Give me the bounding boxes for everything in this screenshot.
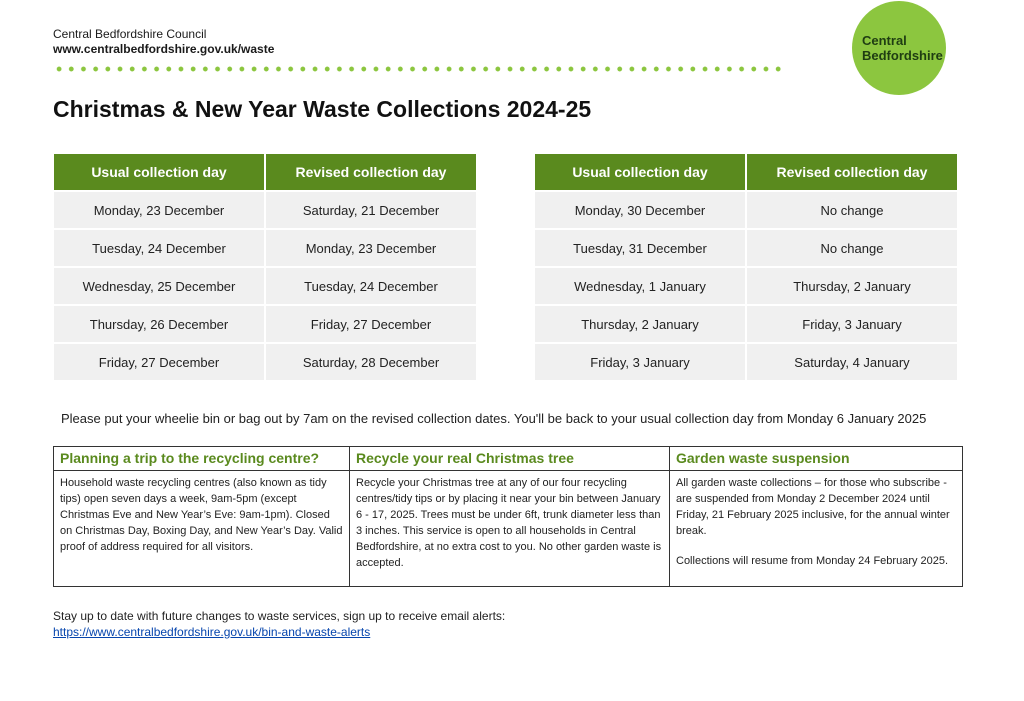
usual-day-cell: Monday, 30 December xyxy=(535,192,745,228)
logo-line-1: Central xyxy=(862,33,907,48)
revised-day-cell: Saturday, 21 December xyxy=(266,192,476,228)
schedule-table-new-year xyxy=(533,152,959,382)
revised-day-cell: Friday, 3 January xyxy=(747,306,957,342)
collection-notice: Please put your wheelie bin or bag out by 7am on the revised collection dates. You'll be back to your usual collection day from Monday 6 January 2025 xyxy=(61,411,927,426)
info-panel xyxy=(53,446,963,587)
revised-day-cell: Friday, 27 December xyxy=(266,306,476,342)
org-name: Central Bedfordshire Council xyxy=(53,27,207,41)
council-logo xyxy=(852,1,946,95)
table-row xyxy=(54,268,476,304)
col-header-usual: Usual collection day xyxy=(535,154,745,190)
usual-day-cell: Friday, 3 January xyxy=(535,344,745,380)
org-header xyxy=(53,27,274,57)
revised-day-cell: No change xyxy=(747,230,957,266)
usual-day-cell: Friday, 27 December xyxy=(54,344,264,380)
usual-day-cell: Tuesday, 31 December xyxy=(535,230,745,266)
info-paragraph: All garden waste collections – for those who subscribe - are suspended from Monday 2 December 2024 until Friday, 21 February 2025 inclusive, for the annual winter break. xyxy=(676,477,950,537)
info-heading: Garden waste suspension xyxy=(670,447,962,471)
info-recycling-centre xyxy=(54,447,350,586)
info-paragraph: Recycle your Christmas tree at any of our four recycling centres/tidy tips or by placing it near your bin between January 6 - 17, 2025. Trees must be under 6ft, trunk diameter less than 3 inches. This service is open to all households in Central Bedfordshire, at no extra cost to you. No other garden waste is accepted. xyxy=(356,477,662,569)
table-row xyxy=(535,230,957,266)
col-header-usual: Usual collection day xyxy=(54,154,264,190)
col-header-revised: Revised collection day xyxy=(266,154,476,190)
table-row xyxy=(535,344,957,380)
table-row xyxy=(535,192,957,228)
table-row xyxy=(535,268,957,304)
info-body xyxy=(670,471,962,587)
table-row xyxy=(54,230,476,266)
info-paragraph: Collections will resume from Monday 24 February 2025. xyxy=(676,555,949,567)
col-header-revised: Revised collection day xyxy=(747,154,957,190)
table-row xyxy=(54,344,476,380)
revised-day-cell: Tuesday, 24 December xyxy=(266,268,476,304)
info-garden-waste xyxy=(670,447,962,586)
footer-text: Stay up to date with future changes to waste services, sign up to receive email alerts: xyxy=(53,609,506,623)
revised-day-cell: Monday, 23 December xyxy=(266,230,476,266)
dotted-divider xyxy=(53,66,783,72)
table-row xyxy=(54,306,476,342)
revised-day-cell: Saturday, 28 December xyxy=(266,344,476,380)
info-body xyxy=(54,471,349,573)
usual-day-cell: Tuesday, 24 December xyxy=(54,230,264,266)
info-body xyxy=(350,471,669,589)
info-heading: Planning a trip to the recycling centre? xyxy=(54,447,349,471)
usual-day-cell: Wednesday, 25 December xyxy=(54,268,264,304)
info-christmas-tree xyxy=(350,447,670,586)
usual-day-cell: Monday, 23 December xyxy=(54,192,264,228)
page-title: Christmas & New Year Waste Collections 2024-25 xyxy=(53,96,592,122)
usual-day-cell: Wednesday, 1 January xyxy=(535,268,745,304)
org-url: www.centralbedfordshire.gov.uk/waste xyxy=(53,42,275,56)
revised-day-cell: No change xyxy=(747,192,957,228)
table-header-row xyxy=(54,154,476,190)
email-alerts-link[interactable]: https://www.centralbedfordshire.gov.uk/bin-and-waste-alerts xyxy=(53,625,371,639)
info-paragraph: Household waste recycling centres (also known as tidy tips) open seven days a week, 9am-5pm (except Christmas Eve and New Year’s Eve: 9am-1pm). Closed on Christmas Day, Boxing Day, and New Year’s Day. Valid proof of address required for all visitors. xyxy=(60,477,343,553)
footer xyxy=(53,608,505,640)
schedule-table-christmas xyxy=(52,152,478,382)
info-heading: Recycle your real Christmas tree xyxy=(350,447,669,471)
revised-day-cell: Saturday, 4 January xyxy=(747,344,957,380)
table-row xyxy=(535,306,957,342)
usual-day-cell: Thursday, 2 January xyxy=(535,306,745,342)
table-header-row xyxy=(535,154,957,190)
table-row xyxy=(54,192,476,228)
revised-day-cell: Thursday, 2 January xyxy=(747,268,957,304)
logo-line-2: Bedfordshire xyxy=(862,48,943,63)
usual-day-cell: Thursday, 26 December xyxy=(54,306,264,342)
